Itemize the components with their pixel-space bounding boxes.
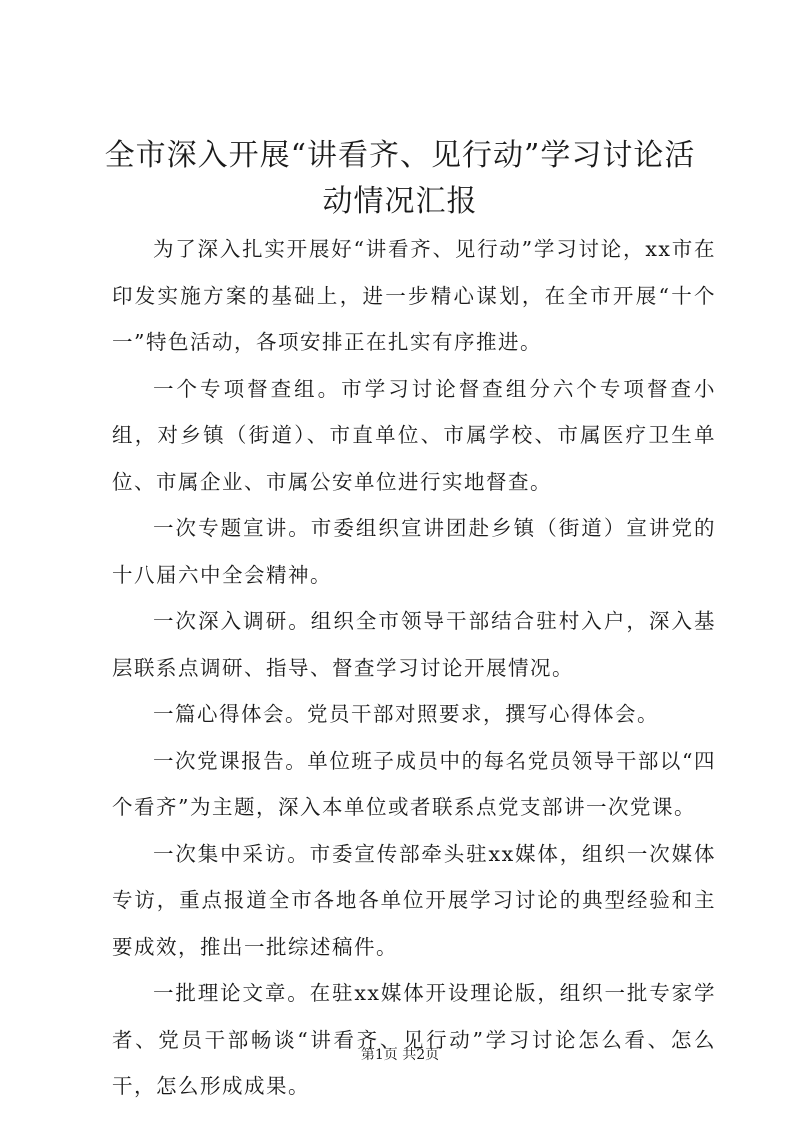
document-title: 全市深入开展“讲看齐、见行动”学习讨论活动情况汇报 bbox=[104, 138, 696, 219]
paragraph-intro: 为了深入扎实开展好“讲看齐、见行动”学习讨论，xx市在印发实施方案的基础上，进一步精心谋划，在全市开展“十个一”特色活动，各项安排正在扎实有序推进。 bbox=[112, 237, 716, 354]
document-body bbox=[112, 226, 716, 1110]
paragraph-media-interview: 一次集中采访。市委宣传部牵头驻xx媒体，组织一次媒体专访，重点报道全市各地各单位开展学习讨论的典型经验和主要成效，推出一批综述稿件。 bbox=[112, 841, 716, 959]
paragraph-theory-articles: 一批理论文章。在驻xx媒体开设理论版，组织一批专家学者、党员干部畅谈“讲看齐、见行动”学习讨论怎么看、怎么干，怎么形成成果。 bbox=[112, 981, 716, 1098]
paragraph-special-lecture: 一次专题宣讲。市委组织宣讲团赴乡镇（街道）宣讲党的十八届六中全会精神。 bbox=[112, 516, 716, 587]
paragraph-party-lecture: 一次党课报告。单位班子成员中的每名党员领导干部以“四个看齐”为主题，深入本单位或者联系点党支部讲一次党课。 bbox=[112, 748, 716, 819]
paragraph-reflections: 一篇心得体会。党员干部对照要求，撰写心得体会。 bbox=[153, 702, 659, 726]
page-number-footer: 第1页 共2页 bbox=[360, 1047, 440, 1063]
paragraph-inspection-group: 一个专项督查组。市学习讨论督查组分六个专项督查小组，对乡镇（街道）、市直单位、市属学校、市属医疗卫生单位、市属企业、市属公安单位进行实地督查。 bbox=[112, 376, 716, 494]
paragraph-in-depth-research: 一次深入调研。组织全市领导干部结合驻村入户，深入基层联系点调研、指导、督查学习讨论开展情况。 bbox=[112, 609, 716, 680]
